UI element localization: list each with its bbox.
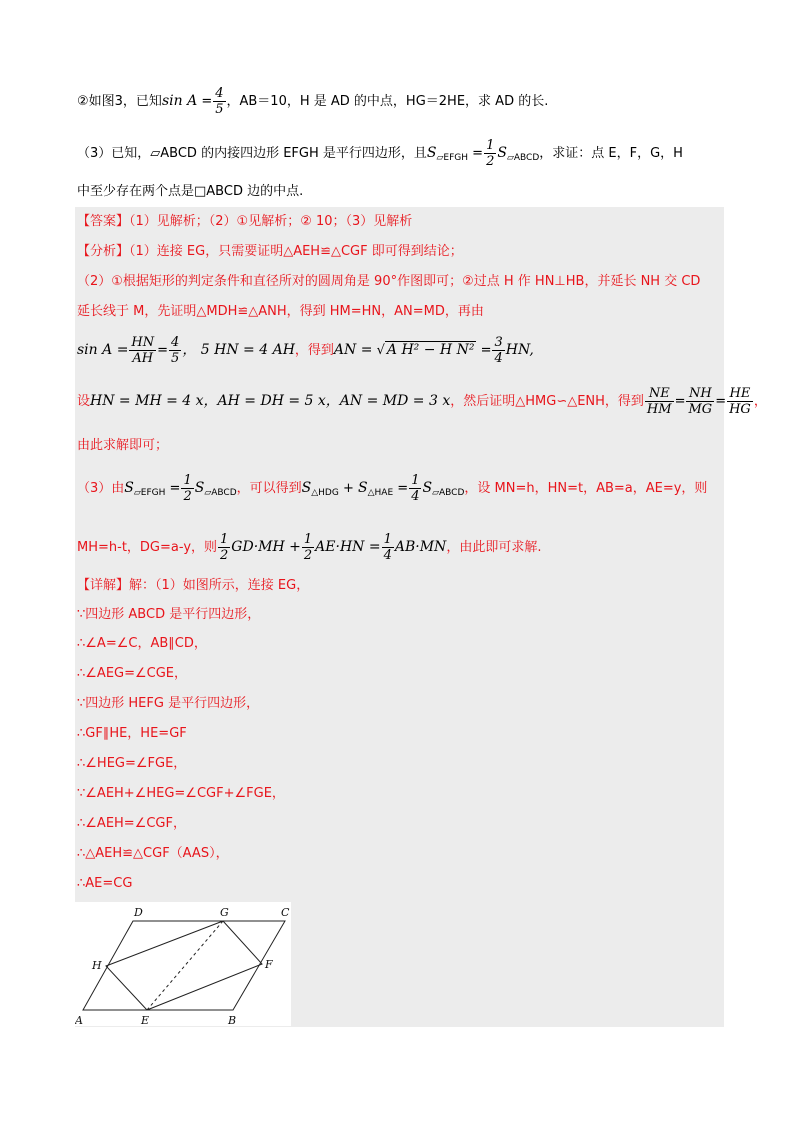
label-h: H [92, 959, 102, 972]
detail-line: ∵四边形 HEFG 是平行四边形， [77, 696, 260, 711]
detail-line: ∴∠AEH=∠CGF， [77, 816, 186, 831]
label-c: C [281, 906, 290, 919]
analysis-line-3: 延长线于 M，先证明△MDH≌△ANH，得到 HM=HN，AN=MD，再由 [77, 304, 484, 319]
detail-line: ∴GF∥HE，HE=GF [77, 726, 187, 741]
analysis-line-6: 由此求解即可； [77, 438, 169, 453]
analysis-line-7: （3）由$S_{▱EFGH}$ = $\frac{1}{2}$ $S_{▱ABCD}$，可以得到$S_{\triangle HDG} + S_{\triangle HAE}$ = $\frac{1}{4}$ $S_{▱ABCD}$，设 MN=h，HN=t，AB=a，AE=y，则 [77, 473, 708, 504]
detail-line: ∵四边形 ABCD 是平行四边形， [77, 607, 261, 622]
detail-line: ∴△AEH≌△CGF（AAS）， [77, 846, 229, 861]
parallelogram-abcd [83, 921, 285, 1010]
detail-line: ∴∠A=∠C，AB∥CD， [77, 636, 207, 651]
detail-intro: 【详解】解：（1）如图所示，连接 EG， [77, 578, 310, 593]
detail-line: ∵∠AEH+∠HEG=∠CGF+∠FGE， [77, 786, 285, 801]
fraction-1-2: $\frac{1}{2}$ [486, 138, 495, 169]
label-d: D [134, 906, 143, 919]
label-f: F [265, 958, 273, 971]
analysis-line-1: 【分析】（1）连接 EG，只需要证明△AEH≌△CGF 即可得到结论； [77, 244, 463, 259]
analysis-line-4: sin A = $\frac{HN}{AH}$ = $\frac{4}{5}$ ， 5 HN = 4 AH，得到AN = √ A H² − H N² = $\frac{3}{4}$ HN, [77, 335, 534, 366]
parallelogram-efgh [106, 921, 262, 1010]
detail-line: ∴∠HEG=∠FGE， [77, 756, 187, 771]
parallelogram-figure [75, 902, 291, 1026]
analysis-line-8: MH=h-t，DG=a-y，则 $\frac{1}{2}$ GD·MH + $\frac{1}{2}$ AE·HN = $\frac{1}{4}$ AB·MN，由此即可求解. [77, 532, 542, 563]
analysis-line-5: 设HN = MH = 4 x，AH = DH = 5 x，AN = MD = 3 x，然后证明△HMG∽△ENH，得到 $\frac{NE}{HM}$ = $\frac{NH}{MG}$ = $\frac{HE}{HG}$ ， [77, 386, 767, 417]
segment-eg [147, 921, 223, 1010]
label-b: B [228, 1014, 237, 1026]
answer-line: 【答案】（1）见解析；（2）①见解析；② 10；（3）见解析 [77, 214, 413, 229]
problem-part-3-line-1: （3）已知，▱ABCD 的内接四边形 EFGH 是平行四边形，且$S_{▱EFGH}$ = $\frac{1}{2}$ $S_{▱ABCD}$，求证：点 E，F，G，H [77, 138, 683, 169]
problem-part-3-line-2: 中至少存在两个点是□ABCD 边的中点. [77, 184, 304, 199]
label-g: G [220, 906, 229, 919]
fraction-4-5: $\frac{4}{5}$ [215, 86, 224, 117]
detail-line: ∴AE=CG [77, 876, 133, 891]
label-e: E [141, 1014, 150, 1026]
detail-line: ∴∠AEG=∠CGE， [77, 666, 188, 681]
problem-part-2-2: ②如图3，已知sin A = $\frac{4}{5}$ ，AB＝10，H 是 AD 的中点，HG＝2HE，求 AD 的长. [77, 86, 549, 117]
label-a: A [75, 1014, 83, 1026]
analysis-line-2: （2）①根据矩形的判定条件和直径所对的圆周角是 90°作图即可；②过点 H 作 HN⊥HB，并延长 NH 交 CD [77, 274, 701, 289]
figure-svg [75, 902, 291, 1026]
